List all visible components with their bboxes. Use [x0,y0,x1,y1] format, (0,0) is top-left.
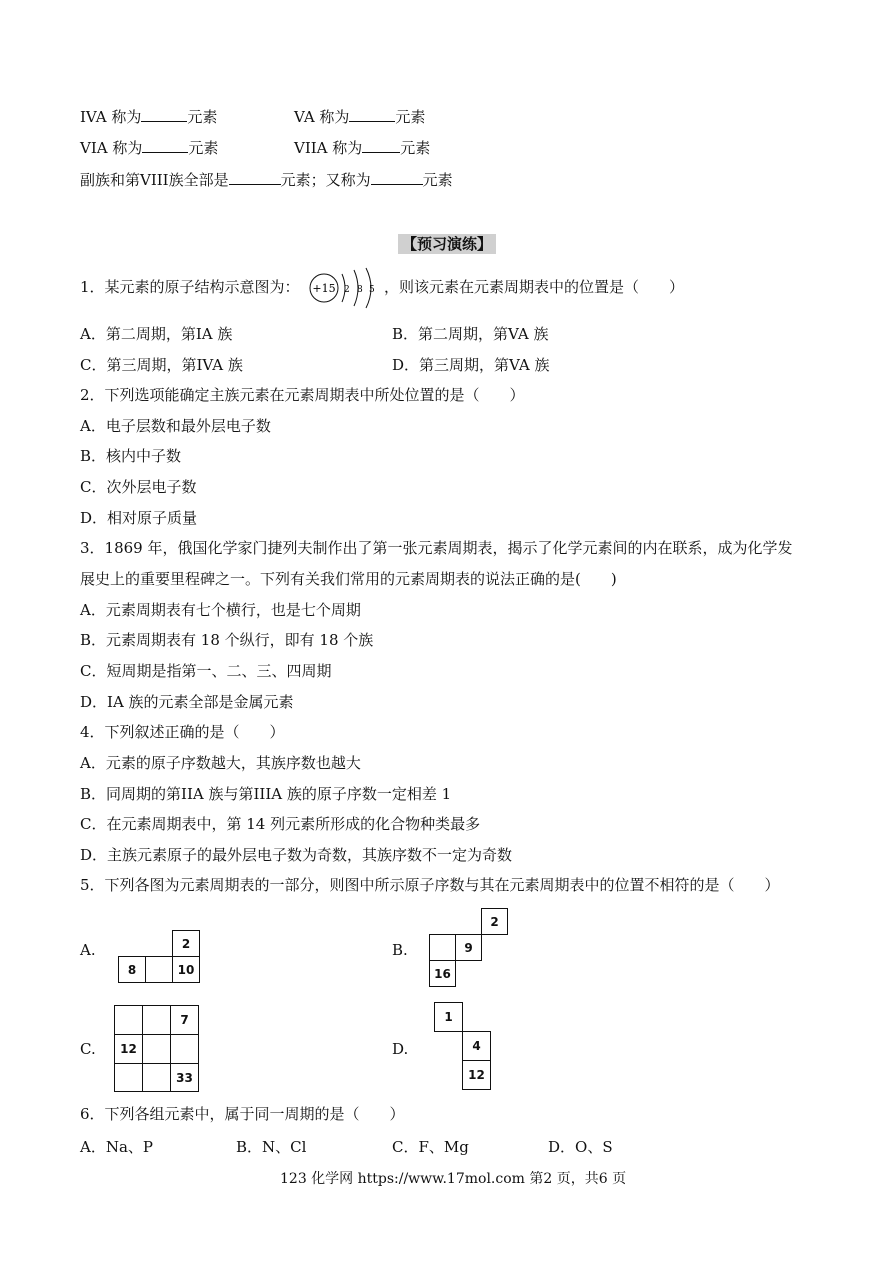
grid-cell [145,956,173,983]
grid-cell: 7 [170,1005,199,1035]
grid-cell: 12 [462,1060,491,1090]
q5-figure-a-label: A. [80,941,96,959]
grid-cell [114,1005,143,1035]
atom-shell-2: 8 [357,285,363,295]
q2-option-a: A．电子层数和最外层电子数 [80,417,271,435]
fill-line-2b: VIIA 称为 元素 [294,139,431,157]
q1-option-c: C．第三周期，第IVA 族 [80,356,243,374]
q4-option-b: B．同周期的第IIA 族与第IIIA 族的原子序数一定相差 1 [80,785,452,803]
fill-line-1b: VA 称为 元素 [294,108,426,126]
grid-cell [114,1063,143,1092]
q2-option-c: C．次外层电子数 [80,478,197,496]
grid-cell [429,934,456,961]
fill-line-1a: IVA 称为 元素 [80,108,218,126]
grid-cell [142,1063,171,1092]
question-1-stem-tail: ，则该元素在元素周期表中的位置是（ ） [384,278,685,296]
grid-cell: 12 [114,1034,143,1064]
q1-option-d: D．第三周期，第VA 族 [392,356,550,374]
grid-cell: 16 [429,960,456,987]
q2-option-d: D．相对原子质量 [80,509,198,527]
grid-cell [142,1005,171,1035]
q4-option-d: D．主族元素原子的最外层电子数为奇数，其族序数不一定为奇数 [80,846,513,864]
page-footer: 123 化学网 https://www.17mol.com 第2 页，共6 页 [280,1171,627,1187]
grid-cell [170,1034,199,1064]
atom-nucleus-label: +15 [312,282,336,295]
grid-cell: 33 [170,1063,199,1092]
grid-cell: 10 [172,956,200,983]
question-3-stem-line1: 3．1869 年，俄国化学家门捷列夫制作出了第一张元素周期表，揭示了化学元素间的内在联系，成为化学发 [80,539,793,557]
grid-cell: 8 [118,956,146,983]
question-2-stem: 2．下列选项能确定主族元素在元素周期表中所处位置的是（ ） [80,386,525,404]
question-3-stem-line2: 展史上的重要里程碑之一。下列有关我们常用的元素周期表的说法正确的是( ) [80,570,617,588]
fill-line-3: 副族和第VIII族全部是 元素；又称为 元素 [80,171,453,189]
q4-option-c: C．在元素周期表中，第 14 列元素所形成的化合物种类最多 [80,815,481,833]
fill-line-2a: VIA 称为 元素 [80,139,219,157]
atom-shell-1: 2 [344,285,350,295]
grid-cell: 4 [462,1031,491,1061]
grid-cell: 2 [172,930,200,957]
q6-option-b: B．N、Cl [236,1138,307,1156]
question-4-stem: 4．下列叙述正确的是（ ） [80,723,285,741]
q3-option-c: C．短周期是指第一、二、三、四周期 [80,662,332,680]
q2-option-b: B．核内中子数 [80,447,182,465]
atom-structure-diagram [306,266,384,310]
grid-cell [142,1034,171,1064]
q5-figure-d-label: D. [392,1040,409,1058]
q6-option-a: A．Na、P [80,1138,153,1156]
q5-figure-c-label: C. [80,1040,96,1058]
q1-option-a: A．第二周期，第IA 族 [80,325,233,343]
section-title: 【预习演练】 [398,234,496,254]
q4-option-a: A．元素的原子序数越大，其族序数也越大 [80,754,361,772]
q6-option-c: C．F、Mg [392,1138,469,1156]
q5-figure-b-label: B. [392,941,408,959]
question-6-stem: 6．下列各组元素中，属于同一周期的是（ ） [80,1105,405,1123]
q3-option-a: A．元素周期表有七个横行，也是七个周期 [80,601,361,619]
question-5-stem: 5．下列各图为元素周期表的一部分，则图中所示原子序数与其在元素周期表中的位置不相符的是（ ） [80,876,780,894]
question-1-stem: 1．某元素的原子结构示意图为： [80,278,300,296]
atom-shell-3: 5 [369,285,375,295]
grid-cell: 9 [455,934,482,961]
q3-option-b: B．元素周期表有 18 个纵行，即有 18 个族 [80,631,374,649]
q6-option-d: D．O、S [548,1138,613,1156]
q1-option-b: B．第二周期，第VA 族 [392,325,549,343]
q3-option-d: D．IA 族的元素全部是金属元素 [80,693,294,711]
grid-cell: 1 [434,1002,463,1032]
grid-cell: 2 [481,908,508,935]
